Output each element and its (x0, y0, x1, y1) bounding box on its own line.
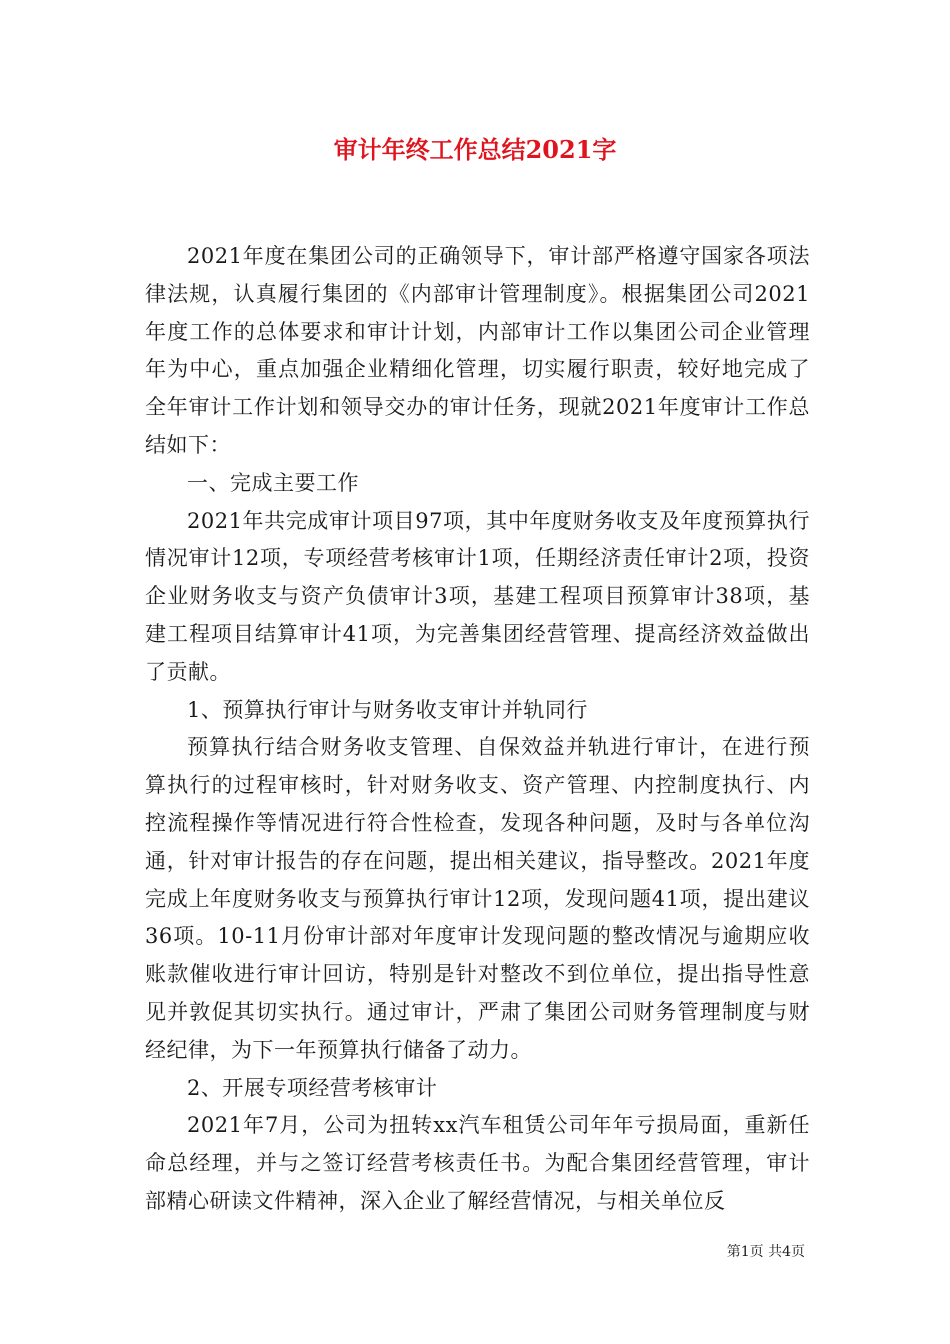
intro-paragraph: 2021年度在集团公司的正确领导下，审计部严格遵守国家各项法律法规，认真履行集团的《内部审计管理制度》。根据集团公司2021年度工作的总体要求和审计计划，内部审计工作以集团公司企业管理年为中心，重点加强企业精细化管理，切实履行职责，较好地完成了全年审计工作计划和领导交办的审计任务，现就2021年度审计工作总结如下： (145, 244, 810, 457)
section-heading-main-work: 一、完成主要工作 (187, 470, 359, 495)
page-number: 第1页 共4页 (726, 1244, 805, 1260)
budget-audit-paragraph: 预算执行结合财务收支管理、自保效益并轨进行审计，在进行预算执行的过程审核时，针对财务收支、资产管理、内控制度执行、内控流程操作等情况进行符合性检查，发现各种问题，及时与各单位沟通，针对审计报告的存在问题，提出相关建议，指导整改。2021年度完成上年度财务收支与预算执行审计12项，发现问题41项，提出建议36项。10-11月份审计部对年度审计发现问题的整改情况与逾期应收账款催收进行审计回访，特别是针对整改不到位单位，提出指导性意见并敦促其切实执行。通过审计，严肃了集团公司财务管理制度与财经纪律，为下一年预算执行储备了动力。 (145, 735, 810, 1062)
subheading-budget-audit: 1、预算执行审计与财务收支审计并轨同行 (187, 697, 588, 722)
special-audit-paragraph: 2021年7月，公司为扭转xx汽车租赁公司年年亏损局面，重新任命总经理，并与之签订经营考核责任书。为配合集团经营管理，审计部精心研读文件精神，深入企业了解经营情况，与相关单位反 (145, 1113, 810, 1213)
subheading-special-audit: 2、开展专项经营考核审计 (187, 1075, 438, 1100)
summary-paragraph: 2021年共完成审计项目97项，其中年度财务收支及年度预算执行情况审计12项，专项经营考核审计1项，任期经济责任审计2项，投资企业财务收支与资产负债审计3项，基建工程项目预算审计38项，基建工程项目结算审计41项，为完善集团经营管理、提高经济效益做出了贡献。 (145, 508, 810, 684)
document-body (145, 238, 810, 1221)
document-title: 审计年终工作总结2021字 (333, 135, 617, 164)
